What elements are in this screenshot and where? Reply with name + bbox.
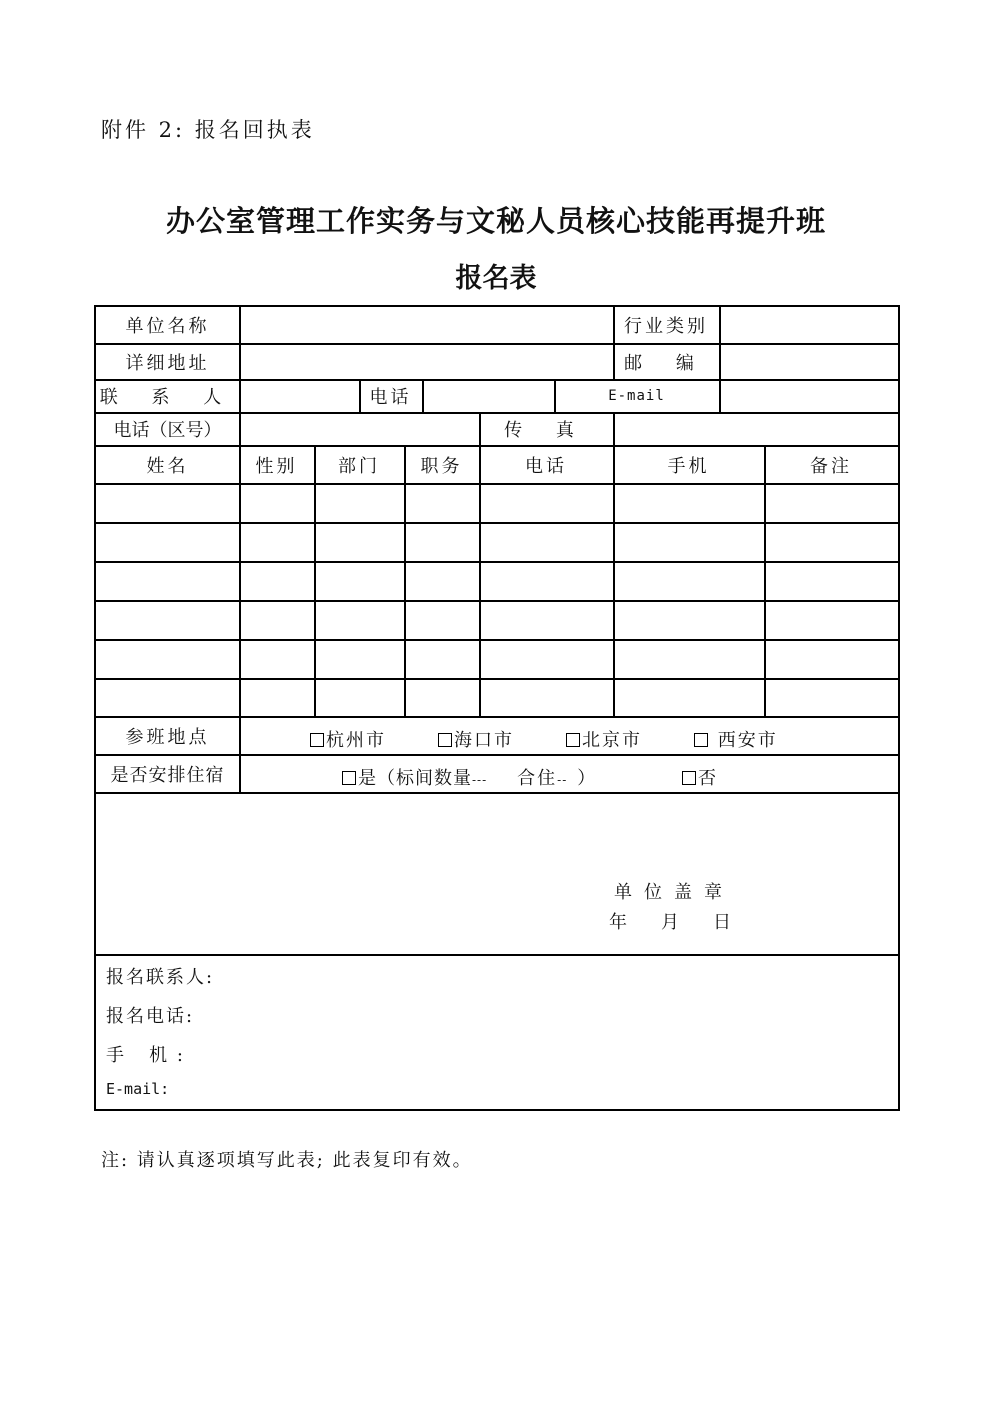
seal-label: 单位盖章 [614,882,734,903]
attachment-label: 附件 2: 报名回执表 [101,118,315,142]
location-option-haikou[interactable]: 海口市 [438,726,514,752]
col-divider [239,716,241,792]
contact-field[interactable] [241,380,359,412]
form-title: 办公室管理工作实务与文秘人员核心技能再提升班 [165,204,826,238]
email-field[interactable] [721,380,898,412]
checkbox-icon[interactable] [310,733,324,747]
table-row[interactable] [96,640,898,678]
form-subtitle: 报名表 [455,263,537,294]
reg-contact-label: 报名联系人: [106,967,215,988]
registration-form [94,305,900,1111]
unit-name-field[interactable] [241,307,613,343]
postcode-field[interactable] [721,344,898,379]
table-row[interactable] [96,484,898,522]
postcode-label: 邮 编 [624,352,708,374]
checkbox-icon[interactable] [342,771,356,785]
row-divider [96,792,898,794]
table-row[interactable] [96,562,898,600]
table-row[interactable] [96,679,898,716]
reg-email-label: E-mail: [106,1080,170,1098]
unit-name-label: 单位名称 [125,316,210,337]
checkbox-icon[interactable] [682,771,696,785]
date-line: 年 月 日 [609,912,731,933]
table-row[interactable] [96,523,898,561]
address-label: 详细地址 [125,352,210,374]
checkbox-icon[interactable] [694,733,708,747]
location-option-beijing[interactable]: 北京市 [566,726,642,752]
header-mobile: 手机 [667,455,710,477]
header-phone: 电话 [525,455,567,477]
industry-label: 行业类别 [624,316,708,337]
email-label: E-mail [608,388,665,404]
contact-label: 联 系 人 [99,387,236,408]
table-row[interactable] [96,601,898,639]
header-name: 姓名 [146,455,189,477]
phone-area-label: 电话（区号） [113,420,222,441]
phone-field[interactable] [424,380,554,412]
header-position: 职务 [420,455,463,477]
row-divider [96,954,898,956]
header-department: 部门 [338,455,380,477]
checkbox-icon[interactable] [438,733,452,747]
location-option-xian[interactable]: 西安市 [694,726,778,752]
lodging-option-yes[interactable]: 是（标间数量--- 合住-- ） [342,764,595,790]
fax-label: 传 真 [504,420,588,441]
header-gender: 性别 [255,455,298,477]
checkbox-icon[interactable] [566,733,580,747]
header-remarks: 备注 [810,455,852,477]
fax-field[interactable] [615,413,898,445]
industry-field[interactable] [721,307,898,343]
location-label: 参班地点 [125,726,210,748]
phone-area-field[interactable] [241,413,479,445]
reg-mobile-label: 手 机 : [106,1045,185,1066]
reg-phone-label: 报名电话: [106,1006,195,1027]
location-option-hangzhou[interactable]: 杭州市 [310,726,386,752]
address-field[interactable] [241,344,613,379]
phone-label: 电话 [369,387,412,408]
lodging-label: 是否安排住宿 [110,764,225,786]
footnote: 注: 请认真逐项填写此表; 此表复印有效。 [101,1150,473,1171]
lodging-option-no[interactable]: 否 [682,764,716,790]
